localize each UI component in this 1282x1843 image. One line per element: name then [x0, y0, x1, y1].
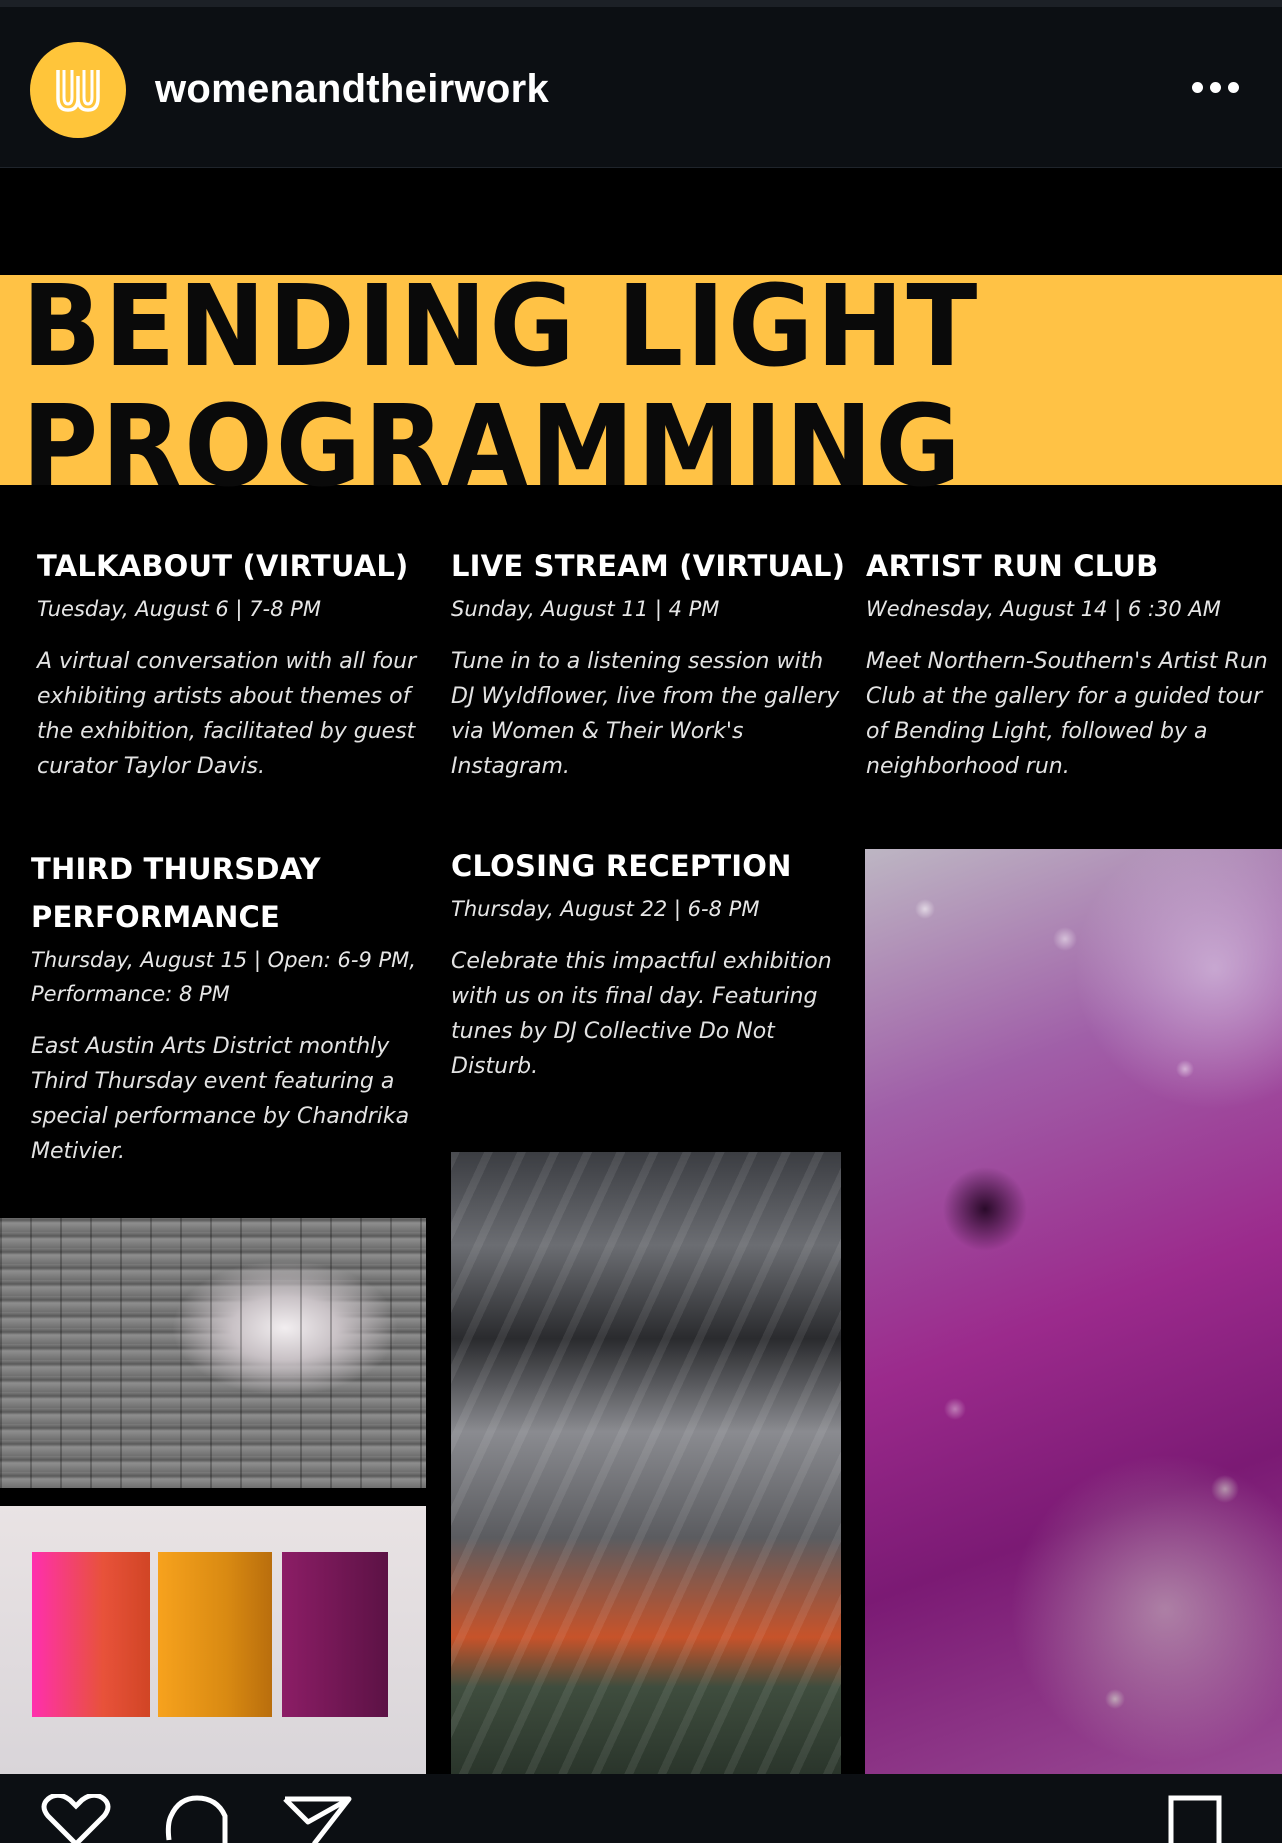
event-closing-reception	[451, 842, 851, 1084]
event-title: THIRD THURSDAY PERFORMANCE	[31, 852, 321, 934]
event-description: Tune in to a listening session with DJ Wyldflower, live from the gallery via Women & Their Work's Instagram.	[451, 649, 840, 779]
event-description: Celebrate this impactful exhibition with us on its final day. Featuring tunes by DJ Collective Do Not Disturb.	[451, 949, 832, 1079]
artwork-photo-color-blocks	[0, 1506, 426, 1774]
send-icon	[282, 1794, 352, 1843]
orange-block	[158, 1552, 272, 1717]
comment-icon	[163, 1794, 231, 1843]
event-third-thursday	[31, 845, 431, 1169]
comment-button[interactable]	[163, 1794, 231, 1843]
event-date: Thursday, August 22 | 6-8 PM	[451, 897, 760, 921]
status-divider	[0, 0, 1282, 7]
w-logo-icon	[30, 42, 126, 138]
artwork-photo-purple-portrait	[865, 849, 1282, 1774]
poster-title-line2: PROGRAMMING	[22, 380, 964, 513]
username-link[interactable]: womenandtheirwork	[155, 67, 550, 111]
magenta-block	[282, 1552, 388, 1717]
event-title: LIVE STREAM (VIRTUAL)	[451, 549, 846, 583]
more-horizontal-icon	[1228, 82, 1239, 93]
post-image[interactable]	[0, 168, 1282, 1774]
share-button[interactable]	[282, 1794, 352, 1843]
event-artist-run-club	[866, 542, 1276, 784]
more-horizontal-icon	[1192, 82, 1203, 93]
poster-title-line1: BENDING LIGHT	[22, 260, 981, 393]
event-talkabout	[37, 542, 437, 784]
avatar[interactable]	[30, 42, 126, 138]
artwork-photo-subway-collage	[451, 1152, 841, 1774]
more-options-button[interactable]	[1190, 77, 1242, 97]
event-description: Meet Northern-Southern's Artist Run Club at the gallery for a guided tour of Bending Light, followed by a neighborhood run.	[866, 649, 1268, 779]
event-date: Tuesday, August 6 | 7-8 PM	[37, 597, 321, 621]
event-title: CLOSING RECEPTION	[451, 849, 792, 883]
event-title: TALKABOUT (VIRTUAL)	[37, 549, 409, 583]
heart-icon	[40, 1794, 112, 1843]
pink-block	[32, 1552, 150, 1717]
like-button[interactable]	[40, 1794, 112, 1843]
post-header	[0, 7, 1282, 168]
event-title: ARTIST RUN CLUB	[866, 549, 1159, 583]
event-description: East Austin Arts District monthly Third Thursday event featuring a special performance by Chandrika Metivier.	[31, 1034, 410, 1164]
artwork-photo-foil	[0, 1218, 426, 1488]
event-description: A virtual conversation with all four exhibiting artists about themes of the exhibition, facilitated by guest curator Taylor Davis.	[37, 649, 417, 779]
event-live-stream	[451, 542, 851, 784]
event-date: Thursday, August 15 | Open: 6-9 PM, Performance: 8 PM	[31, 948, 416, 1006]
more-horizontal-icon	[1210, 82, 1221, 93]
event-date: Wednesday, August 14 | 6 :30 AM	[866, 597, 1221, 621]
post-action-bar	[0, 1774, 1282, 1843]
save-button[interactable]	[1167, 1794, 1223, 1843]
bookmark-icon	[1167, 1794, 1223, 1843]
event-date: Sunday, August 11 | 4 PM	[451, 597, 720, 621]
